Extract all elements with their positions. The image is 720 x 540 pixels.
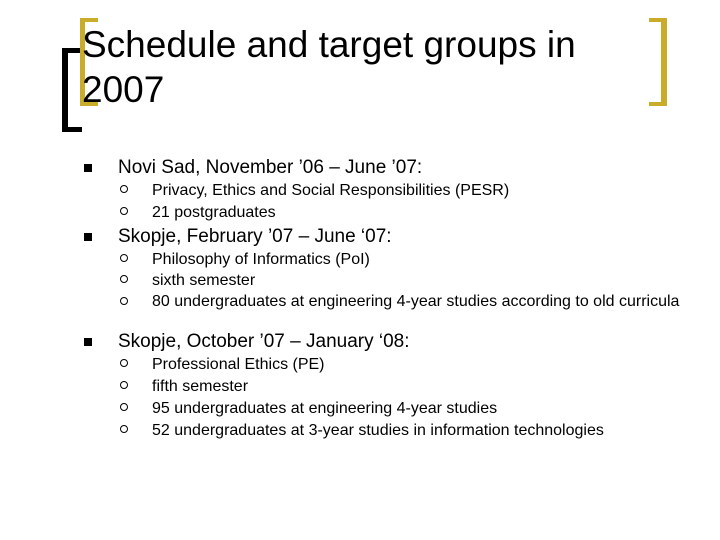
list-item: 52 undergraduates at 3-year studies in information technologies (152, 422, 604, 439)
list-item: 95 undergraduates at engineering 4-year studies (152, 400, 498, 417)
bullet-circle-icon (120, 381, 128, 389)
list-item: 21 postgraduates (152, 204, 276, 221)
list-item: 80 undergraduates at engineering 4-year studies according to old curricula (152, 293, 680, 310)
bullet-circle-icon (120, 207, 128, 215)
bullet-circle-icon (120, 425, 128, 433)
slide-title: Schedule and target groups in 2007 (82, 24, 576, 110)
list-item: Privacy, Ethics and Social Responsibilities (PESR) (152, 182, 510, 199)
list-item: Professional Ethics (PE) (152, 356, 325, 373)
bullet-circle-icon (120, 254, 128, 262)
list-item: sixth semester (152, 272, 256, 289)
bullet-square-icon (84, 164, 92, 172)
bullet-circle-icon (120, 185, 128, 193)
bullet-circle-icon (120, 359, 128, 367)
section-heading: Skopje, October ’07 – January ‘08: (118, 331, 410, 352)
bullet-square-icon (84, 338, 92, 346)
section-heading: Skopje, February ’07 – June ‘07: (118, 226, 392, 247)
bullet-circle-icon (120, 297, 128, 305)
list-item: fifth semester (152, 378, 249, 395)
list-item: Philosophy of Informatics (PoI) (152, 251, 370, 268)
section-heading: Novi Sad, November ’06 – June ’07: (118, 157, 423, 178)
bullet-square-icon (84, 233, 92, 241)
bullet-circle-icon (120, 403, 128, 411)
bullet-circle-icon (120, 275, 128, 283)
